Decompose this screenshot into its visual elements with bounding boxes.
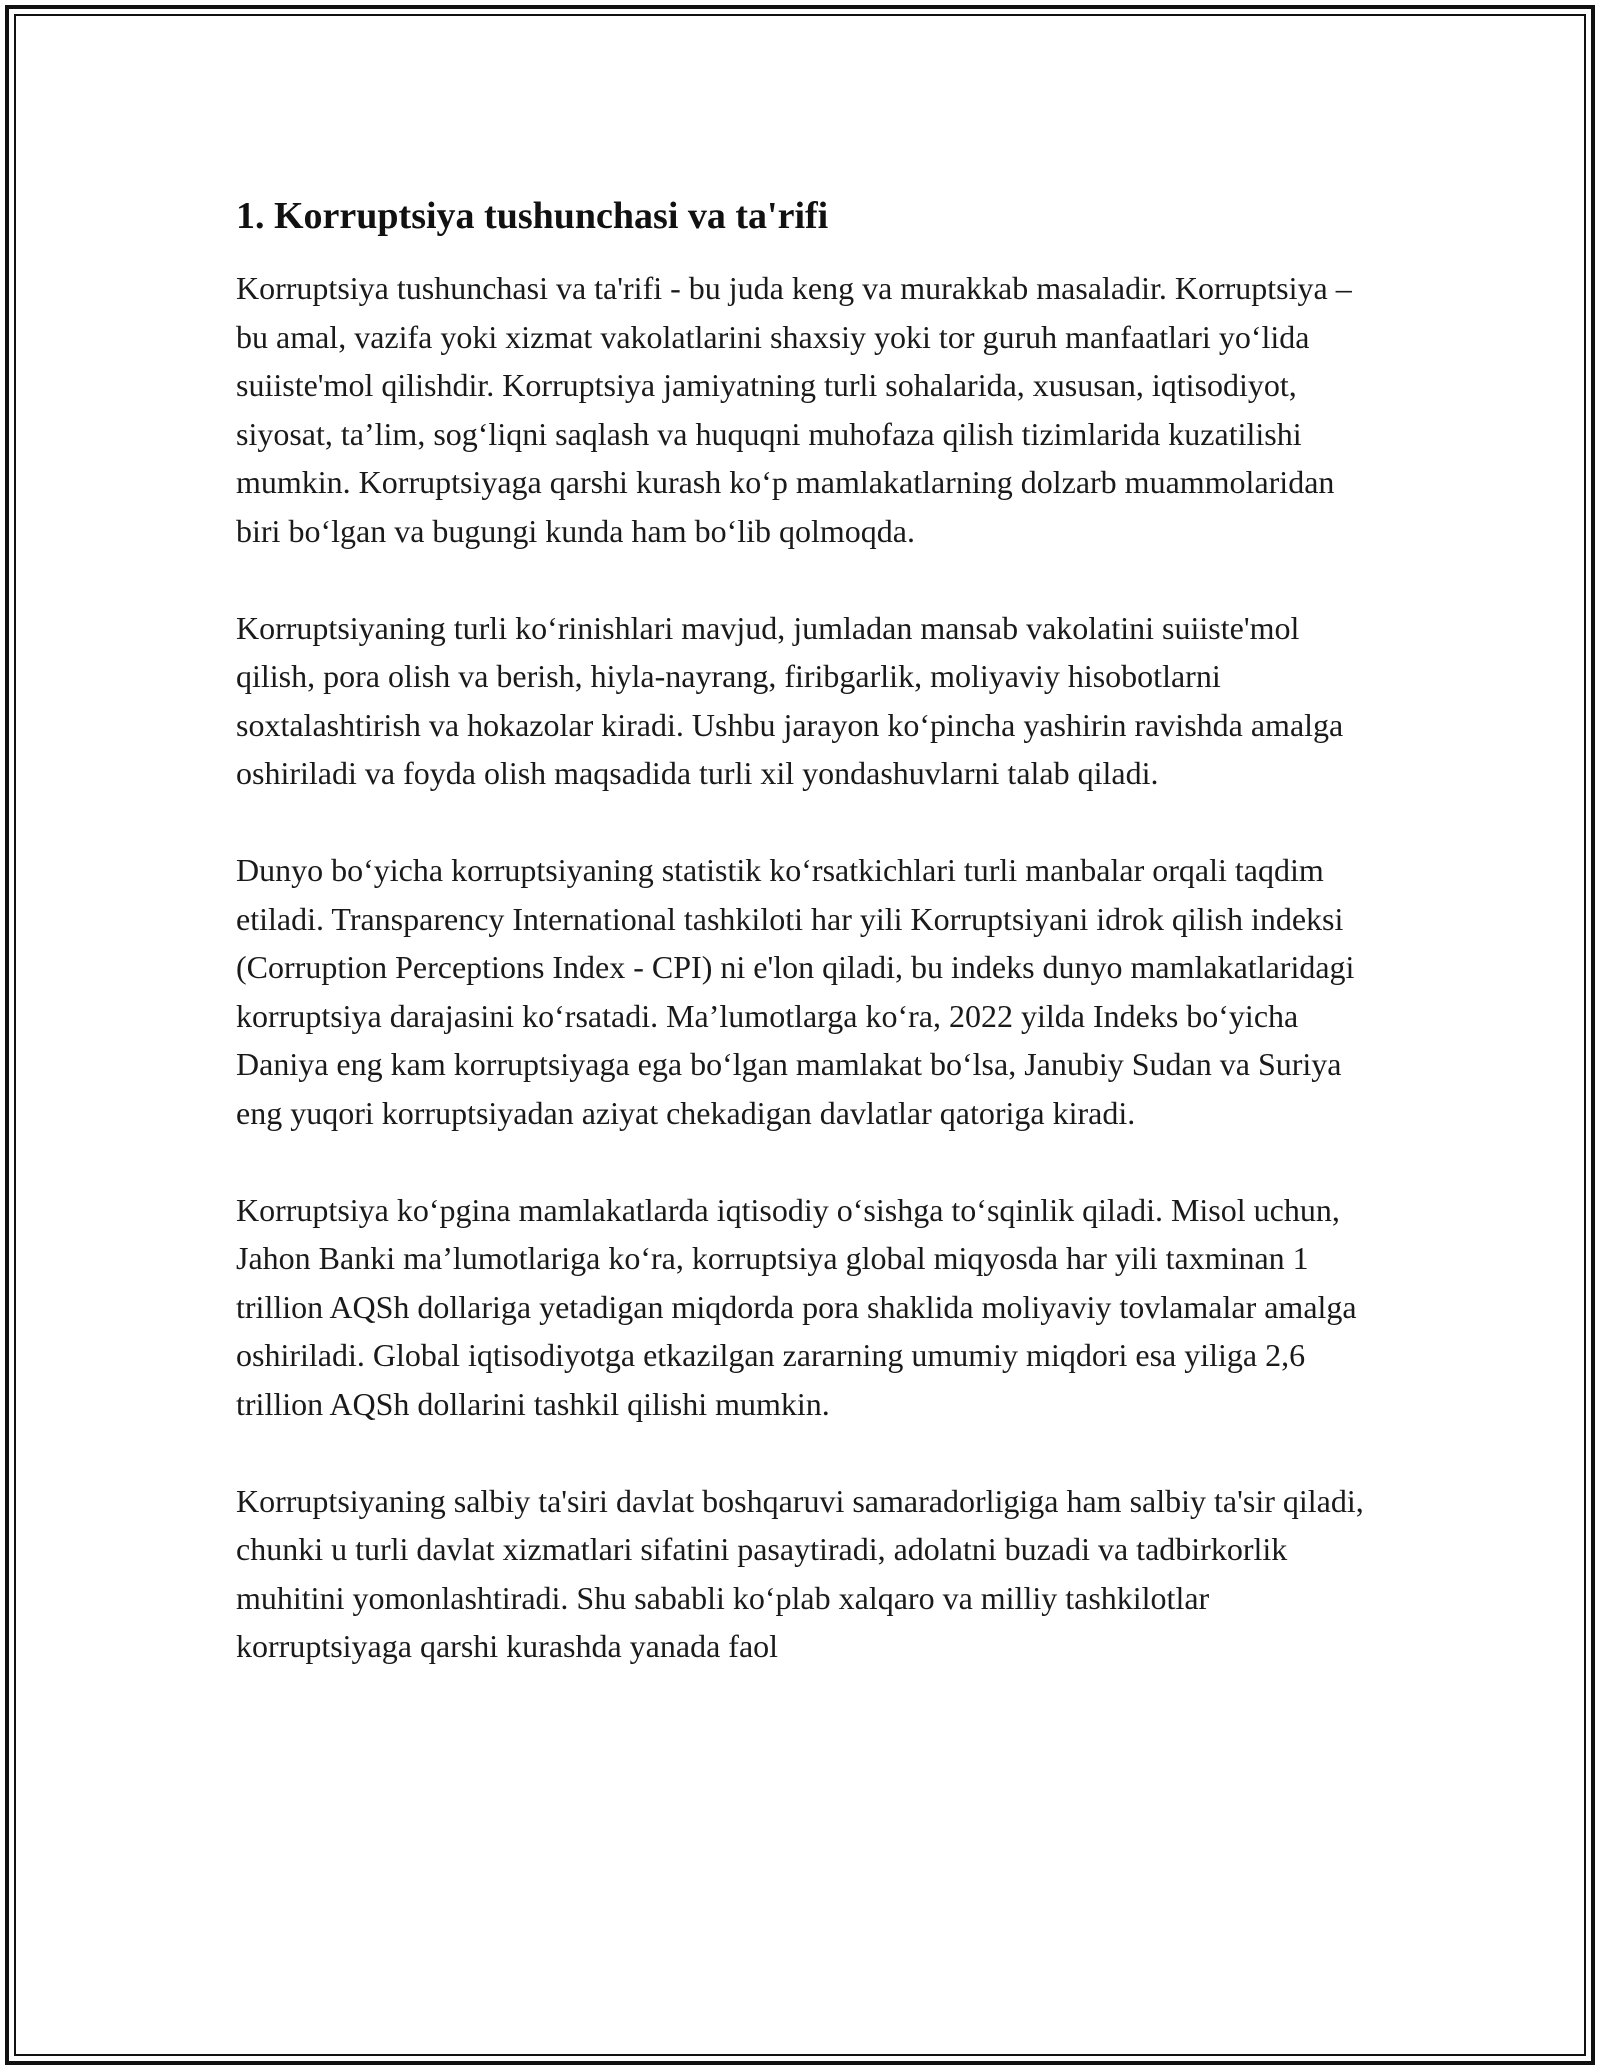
paragraph-governance-impact: Korruptsiyaning salbiy ta'siri davlat boshqaruvi samaradorligiga ham salbiy ta'sir qiladi, chunki u turli davlat xizmatlari sifatini pasaytiradi, adolatni buzadi va tadbirkorlik muhitini yomonlashtiradi. Shu sababli ko‘plab xalqaro va milliy tashkilotlar korruptsiyaga qarshi kurashda yanada faol: [236, 1482, 1364, 1664]
paragraph-economic-impact: Korruptsiya ko‘pgina mamlakatlarda iqtisodiy o‘sishga to‘sqinlik qiladi. Misol uchun, Jahon Banki ma’lumotlariga ko‘ra, korruptsiya global miqyosda har yili taxminan 1 trillion AQSh dollariga yetadigan miqdorda pora shaklida moliyaviy tovlamalar amalga oshiriladi. Global iqtisodiyotga etkazilgan zararning umumiy miqdori esa yiliga 2,6 trillion AQSh dollarini tashkil qilishi mumkin.: [236, 1191, 1357, 1422]
section-heading: 1. Korruptsiya tushunchasi va ta'rifi: [236, 195, 829, 237]
paragraph-statistics: Dunyo bo‘yicha korruptsiyaning statistik ko‘rsatkichlari turli manbalar orqali taqdim etiladi. Transparency International tashkiloti har yili Korruptsiyani idrok qilish indeksi (Corruption Perceptions Index - CPI) ni e'lon qiladi, bu indeks dunyo mamlakatlaridagi korruptsiya darajasini ko‘rsatadi. Ma’lumotlarga ko‘ra, 2022 yilda Indeks bo‘yicha Daniya eng kam korruptsiyaga ega bo‘lgan mamlakat bo‘lsa, Janubiy Sudan va Suriya eng yuqori korruptsiyadan aziyat chekadigan davlatlar qatoriga kiradi.: [236, 852, 1355, 1131]
paragraph-forms: Korruptsiyaning turli ko‘rinishlari mavjud, jumladan mansab vakolatini suiiste'mol qilish, pora olish va berish, hiyla-nayrang, firibgarlik, moliyaviy hisobotlarni soxtalashtirish va hokazolar kiradi. Ushbu jarayon ko‘pincha yashirin ravishda amalga oshiriladi va foyda olish maqsadida turli xil yondashuvlarni talab qiladi.: [236, 609, 1344, 791]
document-body: [236, 188, 1376, 1671]
paragraph-definition: Korruptsiya tushunchasi va ta'rifi - bu juda keng va murakkab masaladir. Korruptsiya – bu amal, vazifa yoki xizmat vakolatlarini shaxsiy yoki tor guruh manfaatlari yo‘lida suiiste'mol qilishdir. Korruptsiya jamiyatning turli sohalarida, xususan, iqtisodiyot, siyosat, ta’lim, sog‘liqni saqlash va huquqni muhofaza qilish tizimlarida kuzatilishi mumkin. Korruptsiyaga qarshi kurash ko‘p mamlakatlarning dolzarb muammolaridan biri bo‘lgan va bugungi kunda ham bo‘lib qolmoqda.: [236, 270, 1352, 549]
